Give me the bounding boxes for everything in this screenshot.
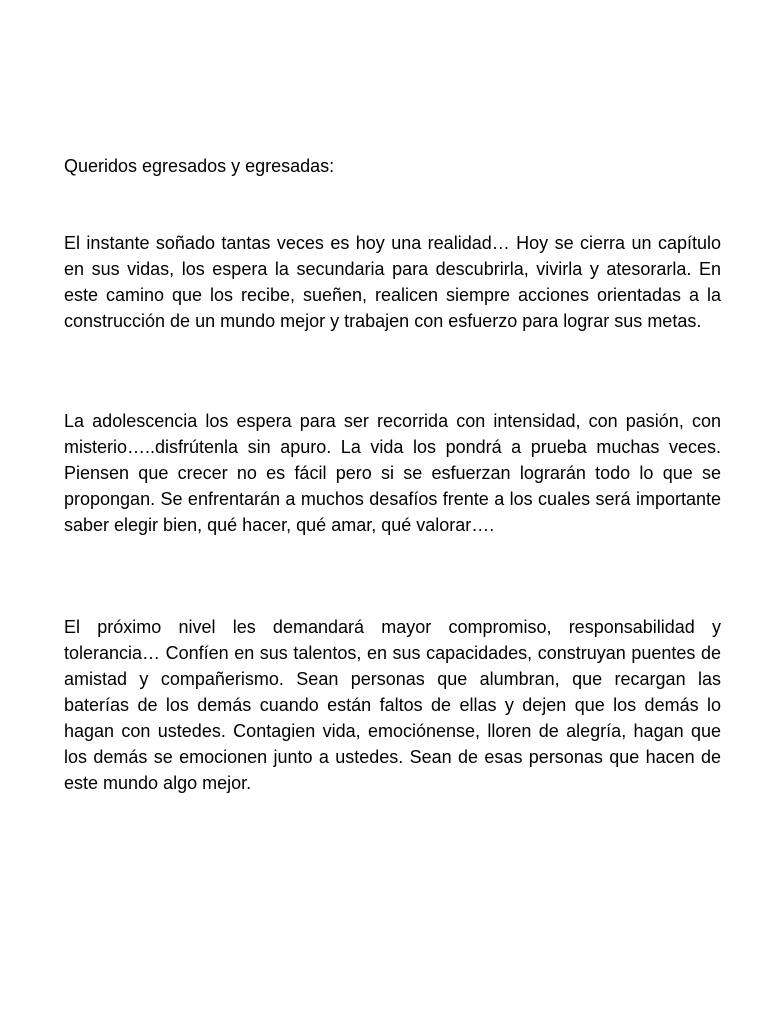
paragraph-3: El próximo nivel les demandará mayor compromiso, responsabilidad y tolerancia… Confíen en sus talentos, en sus capacidades, construyan puentes de amistad y compañerismo. Sean personas que alumbran, que recargan las baterías de los demás cuando están faltos de ellas y dejen que los demás lo hagan con ustedes. Contagien vida, emociónense, lloren de alegría, hagan que los demás se emocionen junto a ustedes. Sean de esas personas que hacen de este mundo algo mejor. [64,617,721,793]
salutation: Queridos egresados y egresadas: [64,156,335,176]
paragraph-2: La adolescencia los espera para ser recorrida con intensidad, con pasión, con misterio…..disfrútenla sin apuro. La vida los pondrá a prueba muchas veces. Piensen que crecer no es fácil pero si se esfuerzan lograrán todo lo que se propongan. Se enfrentarán a muchos desafíos frente a los cuales será importante saber elegir bien, qué hacer, qué amar, qué valorar…. [64,411,721,535]
paragraph-1: El instante soñado tantas veces es hoy una realidad… Hoy se cierra un capítulo en sus vidas, los espera la secundaria para descubrirla, vivirla y atesorarla. En este camino que los recibe, sueñen, realicen siempre acciones orientadas a la construcción de un mundo mejor y trabajen con esfuerzo para lograr sus metas. [64,233,721,331]
